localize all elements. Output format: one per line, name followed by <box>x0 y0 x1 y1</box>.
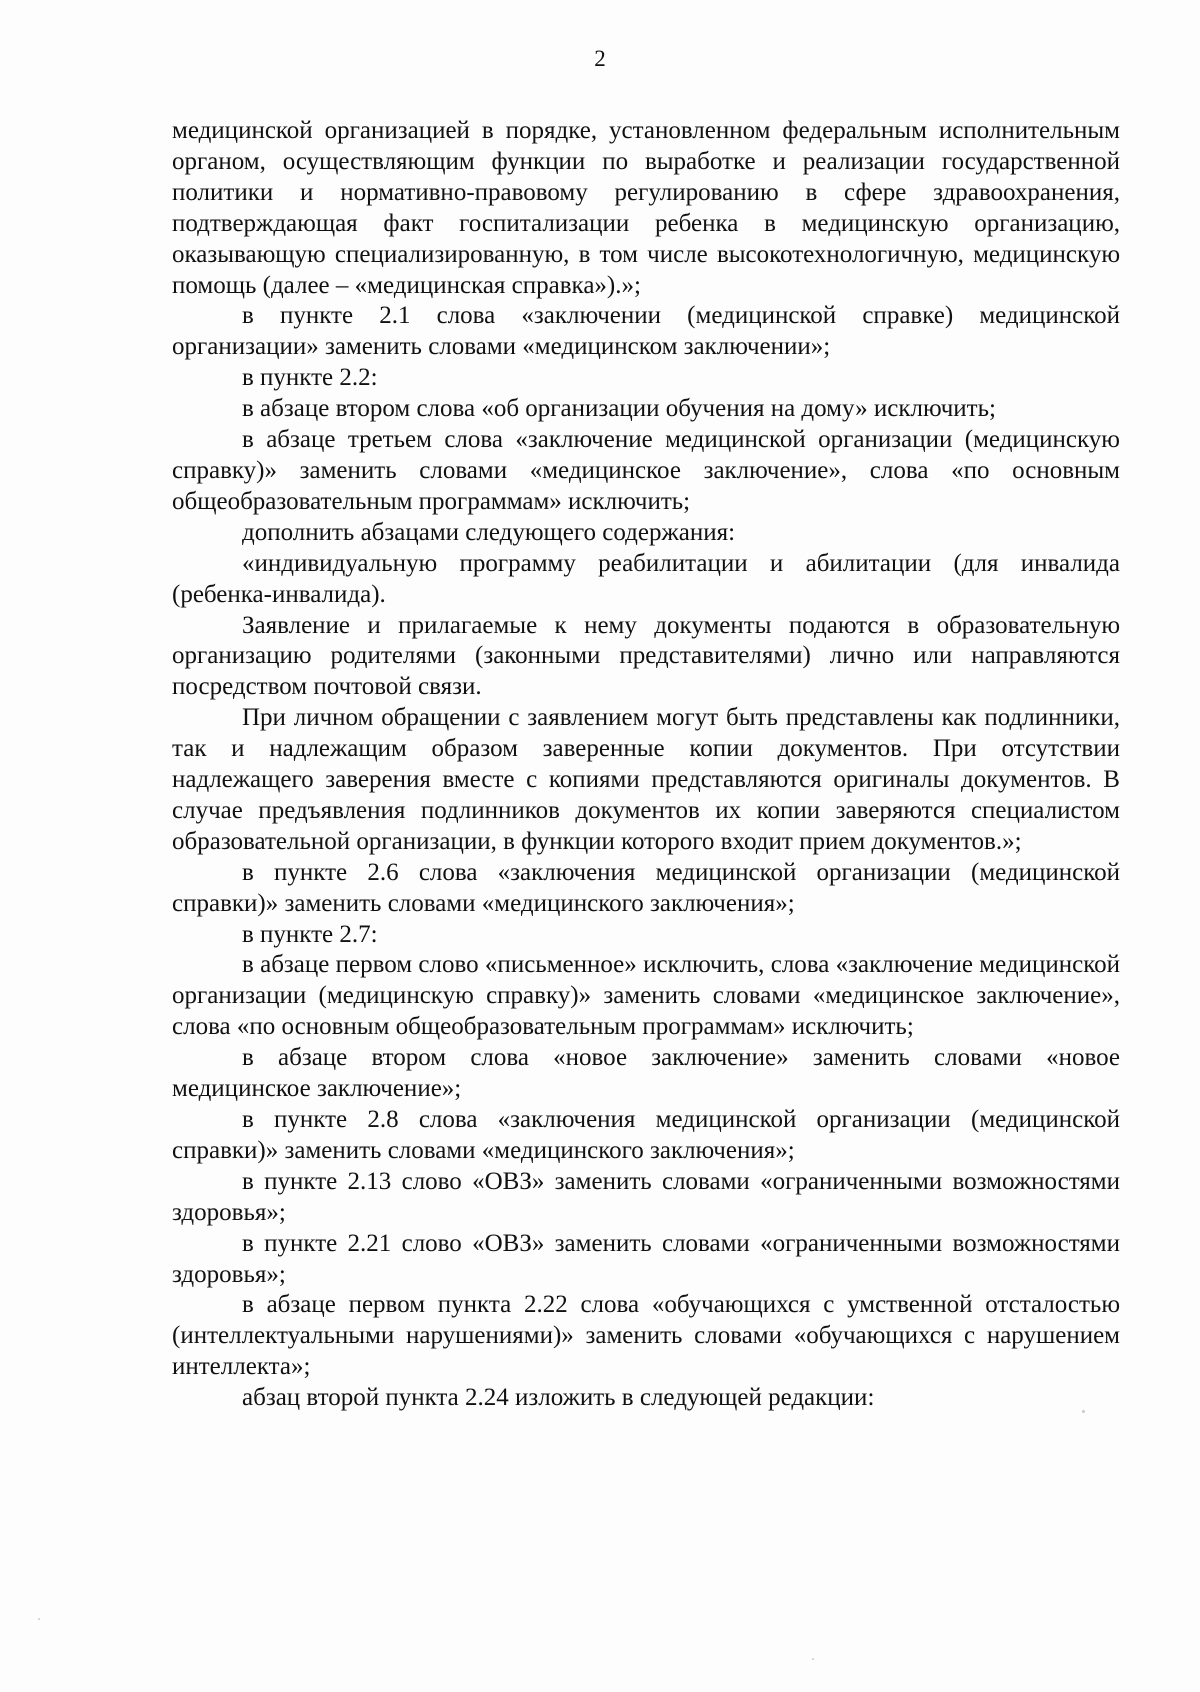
scan-speck <box>38 1618 40 1620</box>
paragraph: Заявление и прилагаемые к нему документы подаются в образовательную организацию родителями (законными представителями) лично или направляются посредством почтовой связи. <box>172 611 1120 701</box>
paragraph: в абзаце третьем слова «заключение медицинской организации (медицинскую справку)» заменить словами «медицинское заключение», слова «по основным общеобразовательным программам» исключить; <box>172 426 1120 515</box>
paragraph: в пункте 2.13 слово «ОВЗ» заменить словами «ограниченными возможностями здоровья»; <box>172 1167 1120 1226</box>
paragraph: в пункте 2.8 слова «заключения медицинской организации (медицинской справки)» заменить словами «медицинского заключения»; <box>172 1106 1120 1164</box>
paragraph-continuation: медицинской организацией в порядке, установленном федеральным исполнительным органом, осуществляющим функции по выработке и реализации государственной политики и нормативно-правовому регулированию в сфере здравоохранения, подтверждающая факт госпитализации ребенка в медицинскую организацию, оказывающую специализированную, в том числе высокотехнологичную, медицинскую помощь (далее – «медицинская справка»).»; <box>172 117 1120 299</box>
scan-speck <box>1082 1410 1085 1413</box>
paragraph: При личном обращении с заявлением могут быть представлены как подлинники, так и надлежащим образом заверенные копии документов. При отсутствии надлежащего заверения вместе с копиями представляются оригиналы документов. В случае предъявления подлинников документов их копии заверяются специалистом образовательной организации, в функции которого входит прием документов.»; <box>172 704 1120 855</box>
paragraph: в абзаце первом пункта 2.22 слова «обучающихся с умственной отсталостью (интеллектуальными нарушениями)» заменить словами «обучающихся с нарушением интеллекта»; <box>172 1291 1120 1381</box>
paragraph: «индивидуальную программу реабилитации и абилитации (для инвалида (ребенка-инвалида). <box>172 549 1120 608</box>
paragraph: в пункте 2.6 слова «заключения медицинской организации (медицинской справки)» заменить словами «медицинского заключения»; <box>172 858 1120 917</box>
paragraph: дополнить абзацами следующего содержания: <box>242 518 736 546</box>
paragraph: в абзаце втором слова «об организации обучения на дому» исключить; <box>242 395 996 423</box>
paragraph: в абзаце втором слова «новое заключение» заменить словами «новое медицинское заключение»; <box>172 1044 1120 1103</box>
page-number: 2 <box>594 46 606 71</box>
paragraph: в абзаце первом слово «письменное» исключить, слова «заключение медицинской организации (медицинскую справку)» заменить словами «медицинское заключение», слова «по основным общеобразовательным программам» исключить; <box>172 951 1120 1041</box>
paragraph: в пункте 2.7: <box>242 920 378 948</box>
paragraph: абзац второй пункта 2.24 изложить в следующей редакции: <box>242 1384 875 1412</box>
paragraph: в пункте 2.21 слово «ОВЗ» заменить словами «ограниченными возможностями здоровья»; <box>172 1229 1120 1288</box>
paragraph: в пункте 2.2: <box>242 364 378 392</box>
document-body <box>172 116 1120 1414</box>
scan-speck <box>812 1658 814 1660</box>
paragraph: в пункте 2.1 слова «заключении (медицинской справке) медицинской организации» заменить словами «медицинском заключении»; <box>172 302 1120 361</box>
